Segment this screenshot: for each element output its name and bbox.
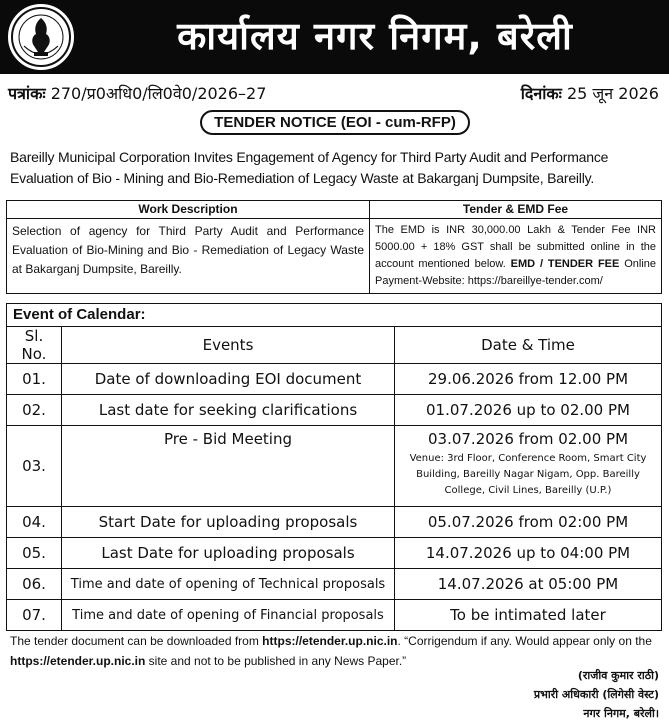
table-row: [7, 538, 662, 569]
row-sl: 04.: [7, 507, 62, 538]
date-label: दिनांकः: [520, 84, 562, 103]
fee-bold: EMD / TENDER FEE: [510, 258, 620, 270]
row-date-cell: [395, 426, 662, 507]
footer-link-1[interactable]: https://etender.up.nic.in: [262, 634, 398, 648]
row-event: Last Date for uploading proposals: [62, 538, 395, 569]
row-event: Start Date for uploading proposals: [62, 507, 395, 538]
footer-text-2: . “Corrigendum if any. Would appear only on the: [397, 634, 652, 648]
signatory-designation: प्रभारी अधिकारी (लिगेसी वेस्ट): [533, 688, 659, 701]
row-date: 14.07.2026 at 05:00 PM: [395, 569, 662, 600]
table-row: [7, 364, 662, 395]
fee-header: Tender & EMD Fee: [370, 201, 662, 219]
row-date: 29.06.2026 from 12.00 PM: [395, 364, 662, 395]
row-event: Time and date of opening of Financial proposals: [62, 600, 395, 631]
table-row: [7, 395, 662, 426]
date-value: 25 जून 2026: [566, 84, 659, 103]
work-table-row: [7, 219, 662, 294]
office-title: कार्यालय नगर निगम, बरेली: [177, 14, 573, 58]
reference-value: 270/प्र0अधि0/लि0वे0/2026–27: [50, 84, 267, 103]
col-date-time: Date & Time: [395, 327, 662, 364]
work-table-header: [7, 201, 662, 219]
venue-text: Venue: 3rd Floor, Conference Room, Smart City Building, Bareilly Nagar Nigam, Opp. Bareilly College, Civil Lines, Bareilly (U.P.): [409, 453, 647, 496]
row-sl: 03.: [7, 426, 62, 507]
table-row: [7, 569, 662, 600]
table-row: [7, 600, 662, 631]
row-event: Time and date of opening of Technical proposals: [62, 569, 395, 600]
row-date: 14.07.2026 up to 04:00 PM: [395, 538, 662, 569]
work-desc-header: Work Description: [7, 201, 370, 219]
row-event: Date of downloading EOI document: [62, 364, 395, 395]
calendar-column-headers: [7, 327, 662, 364]
row-date: 05.07.2026 from 02:00 PM: [395, 507, 662, 538]
calendar-table: [6, 303, 662, 631]
footer-link-2[interactable]: https://etender.up.nic.in: [10, 654, 146, 668]
reference-number: [8, 82, 266, 104]
row-sl: 05.: [7, 538, 62, 569]
table-row: [7, 507, 662, 538]
table-row: [7, 426, 662, 507]
col-sl-no: Sl. No.: [7, 327, 62, 364]
fee-details: [370, 219, 662, 294]
footer-text-3: site and not to be published in any News Paper.”: [145, 654, 407, 668]
reference-label: पत्रांकः: [8, 84, 46, 103]
signatory-office: नगर निगम, बरेली।: [583, 707, 659, 720]
fee-text: The EMD is INR 30,000.00 Lakh & Tender Fee INR 5000.00 + 18% GST shall be submitted online in the account mentioned below.: [375, 224, 656, 270]
signature-block: [459, 666, 659, 723]
row-sl: 01.: [7, 364, 62, 395]
work-description: Selection of agency for Third Party Audit and Performance Evaluation of Bio-Mining and Bio - Remediation of Legacy Waste at Bakarganj Dumpsite, Bareilly.: [7, 219, 370, 294]
row-date: To be intimated later: [395, 600, 662, 631]
notice-date: [521, 82, 659, 104]
reference-line: [8, 82, 661, 104]
row-date: 03.07.2026 from 02.00 PM: [427, 430, 629, 448]
work-table: [6, 200, 662, 294]
calendar-heading-row: [7, 304, 662, 327]
row-sl: 02.: [7, 395, 62, 426]
notice-title: TENDER NOTICE (EOI - cum-RFP): [200, 110, 470, 135]
col-events: Events: [62, 327, 395, 364]
masthead-banner: [0, 0, 669, 74]
intro-paragraph: Bareilly Municipal Corporation Invites Engagement of Agency for Third Party Audit and Performance Evaluation of Bio - Mining and Bio-Remediation of Legacy Waste at Bakarganj Dumpsite, Bareilly.: [10, 149, 609, 186]
signatory-name: (राजीव कुमार राठी): [577, 669, 659, 682]
municipal-seal-logo: [8, 4, 74, 70]
calendar-heading: Event of Calendar:: [7, 304, 662, 327]
row-event: Pre - Bid Meeting: [62, 426, 395, 507]
row-event: Last date for seeking clarifications: [62, 395, 395, 426]
fee-website: Online Payment-Website: https://bareillye-tender.com/: [375, 258, 656, 287]
footer-text-1: The tender document can be downloaded from: [10, 634, 263, 648]
row-sl: 07.: [7, 600, 62, 631]
row-sl: 06.: [7, 569, 62, 600]
row-date: 01.07.2026 up to 02.00 PM: [395, 395, 662, 426]
footer-note: [10, 631, 662, 671]
